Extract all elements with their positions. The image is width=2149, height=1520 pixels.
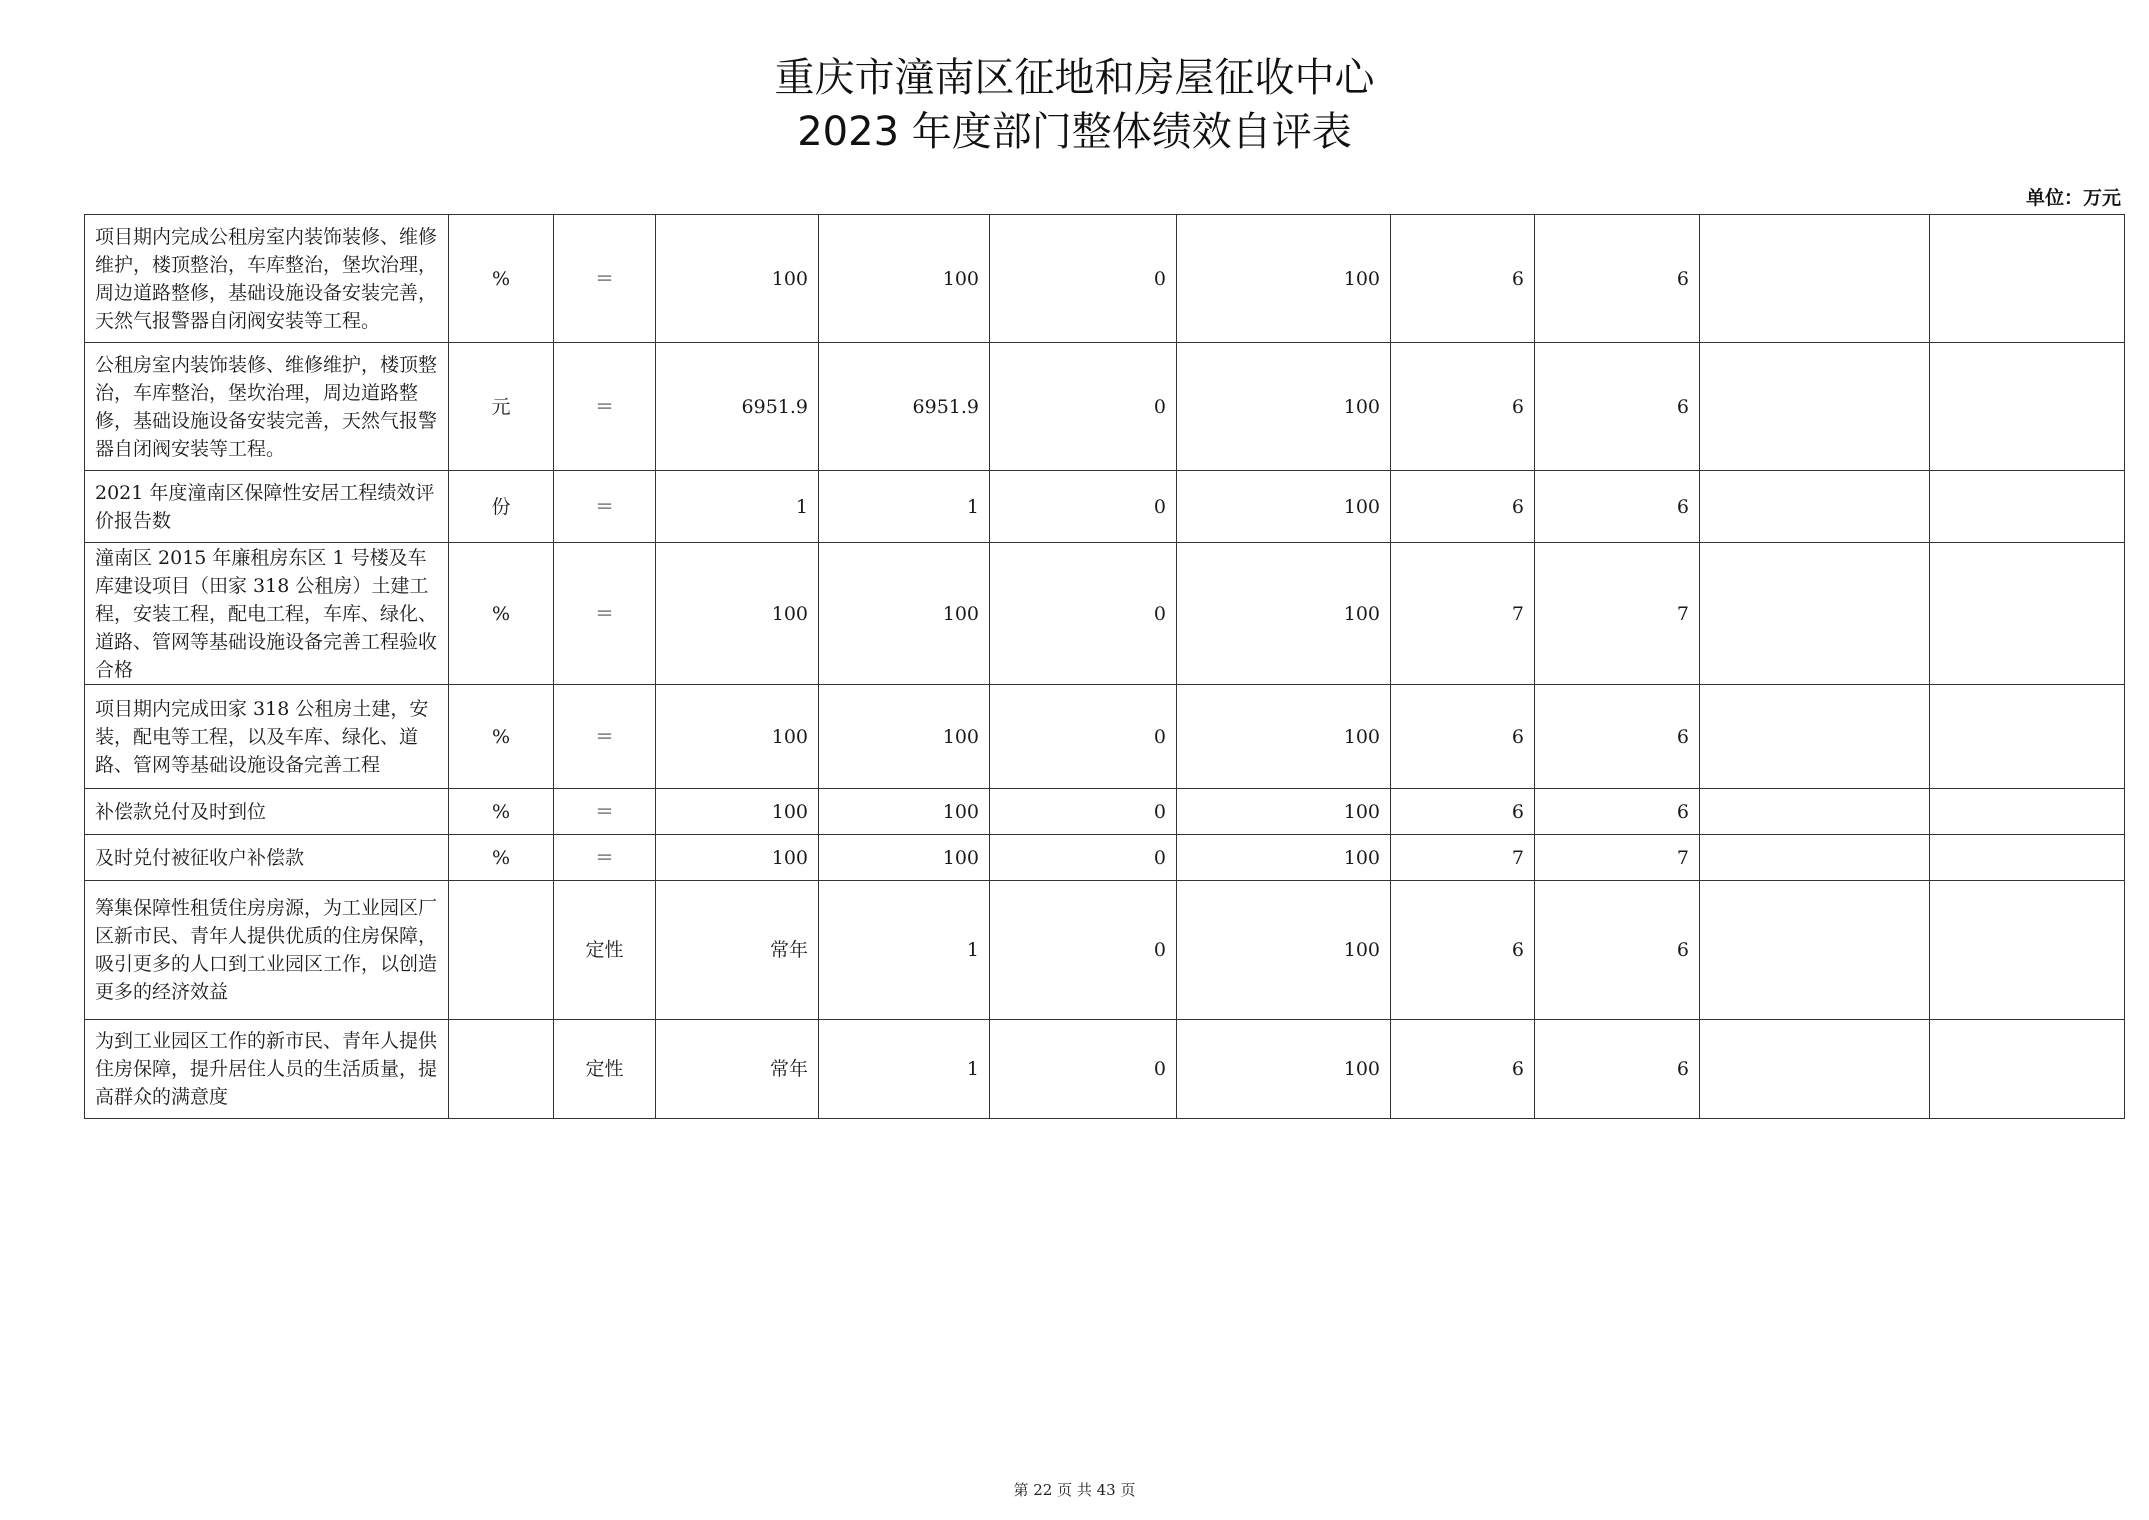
target-cell: 100 — [656, 215, 819, 343]
score-cell: 7 — [1535, 835, 1700, 881]
table-row — [85, 1020, 2125, 1119]
indicator-cell: 为到工业园区工作的新市民、青年人提供住房保障，提升居住人员的生活质量，提高群众的满意度 — [85, 1020, 449, 1119]
indicator-cell: 公租房室内装饰装修、维修维护，楼顶整治，车库整治，堡坎治理，周边道路整修，基础设施设备安装完善，天然气报警器自闭阀安装等工程。 — [85, 343, 449, 471]
target-cell: 常年 — [656, 881, 819, 1020]
indicator-cell: 潼南区 2015 年廉租房东区 1 号楼及车库建设项目（田家 318 公租房）土建工程，安装工程，配电工程，车库、绿化、道路、管网等基础设施设备完善工程验收合格 — [85, 543, 449, 685]
empty-cell — [1930, 789, 2125, 835]
score-cell: 6 — [1535, 343, 1700, 471]
weight-cell: 6 — [1391, 1020, 1535, 1119]
rate-cell: 100 — [1177, 343, 1391, 471]
actual-cell: 100 — [819, 543, 990, 685]
actual-cell: 100 — [819, 215, 990, 343]
actual-cell: 1 — [819, 881, 990, 1020]
score-cell: 6 — [1535, 471, 1700, 543]
empty-cell — [1930, 343, 2125, 471]
deviation-cell: 0 — [990, 685, 1177, 789]
empty-cell — [1700, 471, 1930, 543]
rate-cell: 100 — [1177, 215, 1391, 343]
rate-cell: 100 — [1177, 685, 1391, 789]
page-subtitle: 2023 年度部门整体绩效自评表 — [797, 109, 1352, 155]
indicator-cell: 项目期内完成公租房室内装饰装修、维修维护，楼顶整治，车库整治，堡坎治理，周边道路整修，基础设施设备安装完善，天然气报警器自闭阀安装等工程。 — [85, 215, 449, 343]
target-cell: 常年 — [656, 1020, 819, 1119]
weight-cell: 7 — [1391, 835, 1535, 881]
indicator-cell: 2021 年度潼南区保障性安居工程绩效评价报告数 — [85, 471, 449, 543]
rate-cell: 100 — [1177, 835, 1391, 881]
operator-cell: 定性 — [554, 1020, 656, 1119]
table-row — [85, 789, 2125, 835]
weight-cell: 7 — [1391, 543, 1535, 685]
unit-cell: 元 — [449, 343, 554, 471]
operator-cell: ＝ — [554, 685, 656, 789]
indicator-cell: 及时兑付被征收户补偿款 — [85, 835, 449, 881]
deviation-cell: 0 — [990, 835, 1177, 881]
indicator-cell: 补偿款兑付及时到位 — [85, 789, 449, 835]
table-row — [85, 881, 2125, 1020]
actual-cell: 6951.9 — [819, 343, 990, 471]
rate-cell: 100 — [1177, 1020, 1391, 1119]
deviation-cell: 0 — [990, 543, 1177, 685]
page-title: 重庆市潼南区征地和房屋征收中心 — [774, 55, 1375, 101]
empty-cell — [1930, 543, 2125, 685]
deviation-cell: 0 — [990, 471, 1177, 543]
deviation-cell: 0 — [990, 881, 1177, 1020]
empty-cell — [1700, 835, 1930, 881]
empty-cell — [1930, 471, 2125, 543]
unit-cell: % — [449, 543, 554, 685]
weight-cell: 6 — [1391, 881, 1535, 1020]
table-row — [85, 685, 2125, 789]
unit-cell — [449, 881, 554, 1020]
actual-cell: 100 — [819, 835, 990, 881]
empty-cell — [1700, 881, 1930, 1020]
weight-cell: 6 — [1391, 343, 1535, 471]
actual-cell: 1 — [819, 471, 990, 543]
rate-cell: 100 — [1177, 789, 1391, 835]
empty-cell — [1700, 343, 1930, 471]
operator-cell: 定性 — [554, 881, 656, 1020]
empty-cell — [1930, 1020, 2125, 1119]
actual-cell: 1 — [819, 1020, 990, 1119]
table-row — [85, 343, 2125, 471]
actual-cell: 100 — [819, 685, 990, 789]
unit-cell — [449, 1020, 554, 1119]
empty-cell — [1700, 1020, 1930, 1119]
empty-cell — [1700, 789, 1930, 835]
actual-cell: 100 — [819, 789, 990, 835]
target-cell: 100 — [656, 543, 819, 685]
empty-cell — [1700, 685, 1930, 789]
empty-cell — [1930, 835, 2125, 881]
weight-cell: 6 — [1391, 685, 1535, 789]
unit-cell: % — [449, 835, 554, 881]
target-cell: 100 — [656, 685, 819, 789]
operator-cell: ＝ — [554, 471, 656, 543]
deviation-cell: 0 — [990, 215, 1177, 343]
empty-cell — [1930, 215, 2125, 343]
page-number: 第 22 页 共 43 页 — [1013, 1481, 1136, 1499]
unit-cell: % — [449, 215, 554, 343]
target-cell: 100 — [656, 789, 819, 835]
unit-label: 单位：万元 — [2025, 187, 2121, 209]
operator-cell: ＝ — [554, 835, 656, 881]
empty-cell — [1700, 215, 1930, 343]
table-row — [85, 471, 2125, 543]
empty-cell — [1700, 543, 1930, 685]
empty-cell — [1930, 685, 2125, 789]
score-cell: 6 — [1535, 685, 1700, 789]
weight-cell: 6 — [1391, 789, 1535, 835]
deviation-cell: 0 — [990, 343, 1177, 471]
deviation-cell: 0 — [990, 1020, 1177, 1119]
unit-cell: % — [449, 685, 554, 789]
operator-cell: ＝ — [554, 789, 656, 835]
rate-cell: 100 — [1177, 543, 1391, 685]
operator-cell: ＝ — [554, 543, 656, 685]
target-cell: 6951.9 — [656, 343, 819, 471]
target-cell: 100 — [656, 835, 819, 881]
table-row — [85, 835, 2125, 881]
operator-cell: ＝ — [554, 215, 656, 343]
score-cell: 6 — [1535, 881, 1700, 1020]
performance-table — [84, 214, 2125, 1119]
rate-cell: 100 — [1177, 881, 1391, 1020]
table-row — [85, 543, 2125, 685]
weight-cell: 6 — [1391, 471, 1535, 543]
score-cell: 6 — [1535, 789, 1700, 835]
score-cell: 6 — [1535, 215, 1700, 343]
target-cell: 1 — [656, 471, 819, 543]
indicator-cell: 项目期内完成田家 318 公租房土建，安装，配电等工程，以及车库、绿化、道路、管网等基础设施设备完善工程 — [85, 685, 449, 789]
table-row — [85, 215, 2125, 343]
empty-cell — [1930, 881, 2125, 1020]
score-cell: 6 — [1535, 1020, 1700, 1119]
weight-cell: 6 — [1391, 215, 1535, 343]
rate-cell: 100 — [1177, 471, 1391, 543]
operator-cell: ＝ — [554, 343, 656, 471]
unit-cell: % — [449, 789, 554, 835]
deviation-cell: 0 — [990, 789, 1177, 835]
unit-cell: 份 — [449, 471, 554, 543]
score-cell: 7 — [1535, 543, 1700, 685]
indicator-cell: 筹集保障性租赁住房房源，为工业园区厂区新市民、青年人提供优质的住房保障，吸引更多的人口到工业园区工作，以创造更多的经济效益 — [85, 881, 449, 1020]
